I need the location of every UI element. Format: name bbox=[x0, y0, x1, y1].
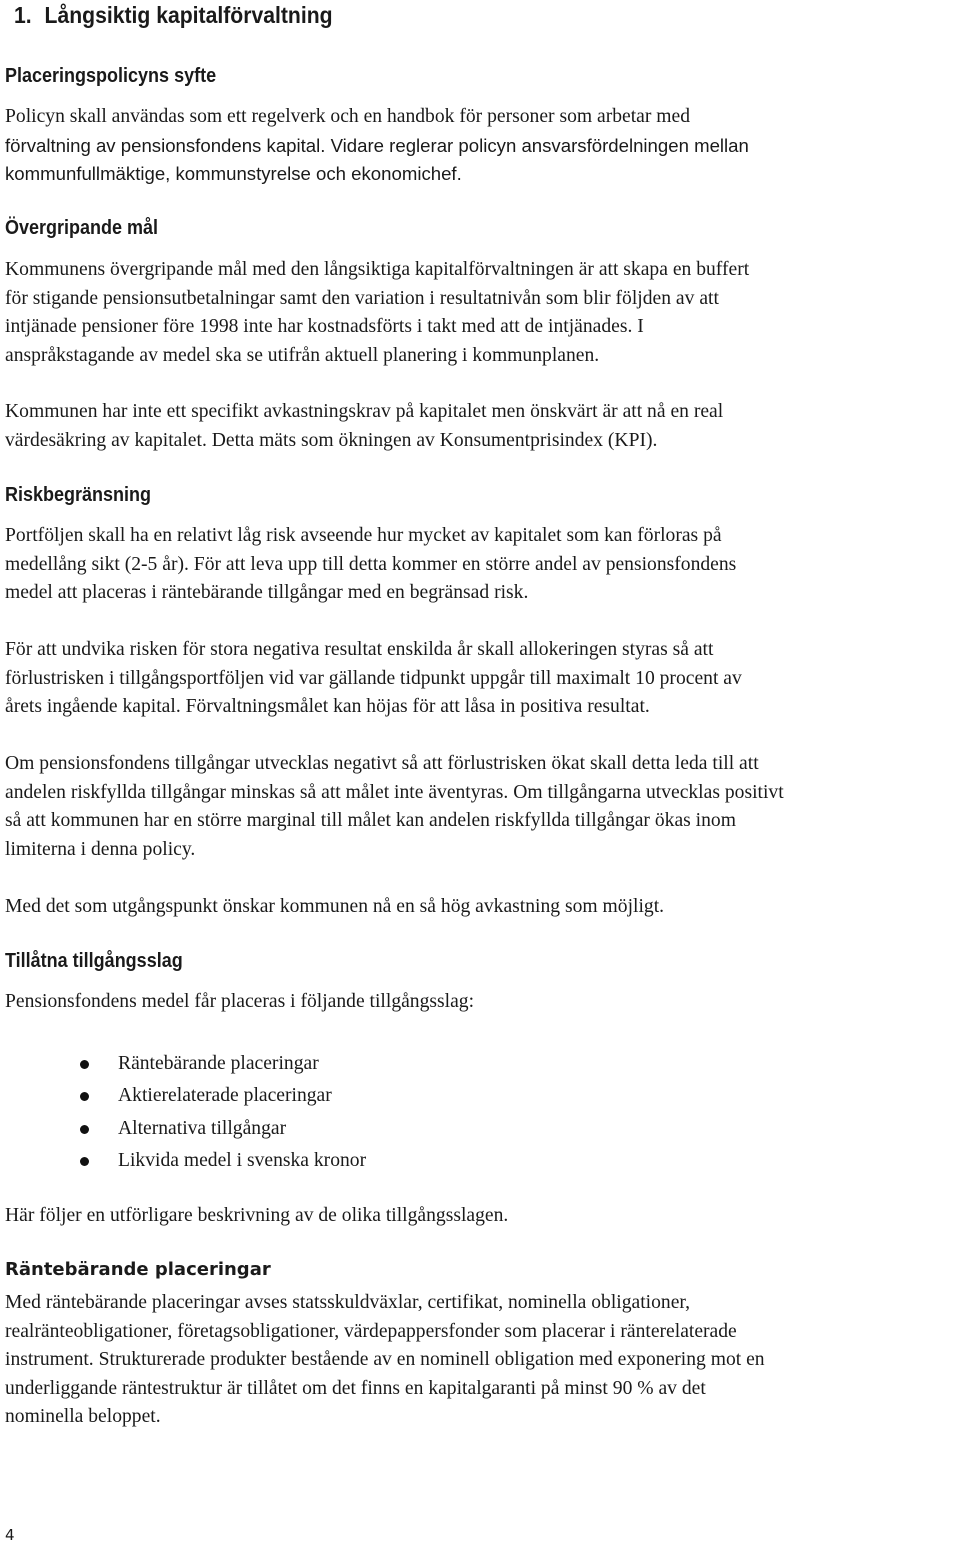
heading-overgripande-mal: Övergripande mål bbox=[5, 217, 159, 239]
bullet-icon bbox=[80, 1157, 89, 1166]
text-line: för stigande pensionsutbetalningar samt den variation i resultatnivån som blir följden av att bbox=[5, 287, 719, 309]
text-line: intjänade pensioner före 1998 inte har kostnadsförts i takt med att de intjänades. I bbox=[5, 316, 644, 338]
text-line: förlustrisken i tillgångsportföljen vid var gällande tidpunkt uppgår till maximalt 10 procent av bbox=[5, 667, 742, 689]
text-line: Portföljen skall ha en relativt låg risk avseende hur mycket av kapitalet som kan förloras på bbox=[5, 525, 722, 546]
text-line: så att kommunen har en större marginal till målet kan andelen riskfyllda tillgångar ökas inom bbox=[5, 810, 736, 832]
heading-tillatna-tillgangsslag: Tillåtna tillgångsslag bbox=[5, 950, 183, 972]
paragraph-mal-2 bbox=[5, 398, 960, 455]
text-line: medel att placeras i räntebärande tillgångar med en begränsad risk. bbox=[5, 582, 529, 604]
text-line: förvaltning av pensionsfondens kapital. Vidare reglerar policyn ansvarsfördelningen mellan bbox=[5, 134, 749, 156]
text-line: anspråkstagande av medel ska se utifrån aktuell planering i kommunplanen. bbox=[5, 344, 600, 366]
text-line: limiterna i denna policy. bbox=[5, 838, 196, 860]
text-line: Pensionsfondens medel får placeras i följande tillgångsslag: bbox=[5, 991, 475, 1012]
text-line: Kommunen har inte ett specifikt avkastningskrav på kapitalet men önskvärt är att nå en real bbox=[5, 401, 724, 422]
paragraph-risk-2 bbox=[5, 636, 960, 722]
list-item-label: Aktierelaterade placeringar bbox=[118, 1085, 332, 1107]
text-line: Med det som utgångspunkt önskar kommunen nå en så hög avkastning som möjligt. bbox=[5, 896, 665, 917]
text-line: Här följer en utförligare beskrivning av de olika tillgångsslagen. bbox=[5, 1205, 509, 1226]
chapter-title: Långsiktig kapitalförvaltning bbox=[44, 2, 333, 28]
bullet-icon bbox=[80, 1060, 89, 1069]
text-line: Med räntebärande placeringar avses statsskuldväxlar, certifikat, nominella obligationer, bbox=[5, 1292, 691, 1313]
heading-rantebarande-placeringar: Räntebärande placeringar bbox=[5, 1259, 271, 1280]
paragraph-mal-1 bbox=[5, 256, 960, 370]
list-item-label: Likvida medel i svenska kronor bbox=[118, 1150, 367, 1172]
bullet-icon bbox=[80, 1125, 89, 1134]
text-line: Om pensionsfondens tillgångar utvecklas negativt så att förlustrisken ökat skall detta leda till att bbox=[5, 753, 759, 774]
heading-placeringspolicyns-syfte: Placeringspolicyns syfte bbox=[5, 65, 217, 87]
chapter-number: 1. bbox=[14, 2, 32, 28]
paragraph-tillgangsslag-outro bbox=[5, 1202, 960, 1231]
text-line: värdesäkring av kapitalet. Detta mäts som ökningen av Konsumentprisindex (KPI). bbox=[5, 429, 658, 451]
paragraph-risk-4 bbox=[5, 893, 960, 922]
text-line: medellång sikt (2-5 år). För att leva upp till detta kommer en större andel av pensionsfondens bbox=[5, 553, 737, 575]
paragraph-rante bbox=[5, 1289, 960, 1432]
text-line: För att undvika risken för stora negativa resultat enskilda år skall allokeringen styras så att bbox=[5, 639, 714, 660]
text-line: kommunfullmäktige, kommunstyrelse och ekonomichef. bbox=[5, 163, 462, 185]
text-line: underliggande räntestruktur är tillåtet om det finns en kapitalgaranti på minst 90 % av det bbox=[5, 1377, 706, 1399]
text-line: Kommunens övergripande mål med den långsiktiga kapitalförvaltningen är att skapa en buffert bbox=[5, 259, 750, 280]
list-item-label: Alternativa tillgångar bbox=[118, 1117, 287, 1139]
paragraph-risk-1 bbox=[5, 522, 960, 608]
page-number: 4 bbox=[5, 1526, 15, 1544]
text-line: Policyn skall användas som ett regelverk och en handbok för personer som arbetar med bbox=[5, 106, 691, 127]
heading-riskbegransning: Riskbegränsning bbox=[5, 484, 152, 506]
bullet-icon bbox=[80, 1092, 89, 1101]
text-line: årets ingående kapital. Förvaltningsmålet kan höjas för att låsa in positiva resultat. bbox=[5, 696, 650, 718]
text-line: andelen riskfyllda tillgångar minskas så att målet inte äventyras. Om tillgångarna utvecklas positivt bbox=[5, 781, 784, 803]
chapter-heading bbox=[14, 0, 333, 30]
list-item-label: Räntebärande placeringar bbox=[118, 1053, 319, 1074]
paragraph-tillgangsslag-intro bbox=[5, 988, 960, 1017]
paragraph-syfte bbox=[5, 103, 960, 189]
text-line: nominella beloppet. bbox=[5, 1406, 161, 1428]
text-line: instrument. Strukturerade produkter bestående av en nominell obligation med exponering mot en bbox=[5, 1349, 765, 1371]
text-line: realränteobligationer, företagsobligationer, värdepappersfonder som placerar i ränterelaterade bbox=[5, 1320, 737, 1342]
paragraph-risk-3 bbox=[5, 750, 960, 864]
